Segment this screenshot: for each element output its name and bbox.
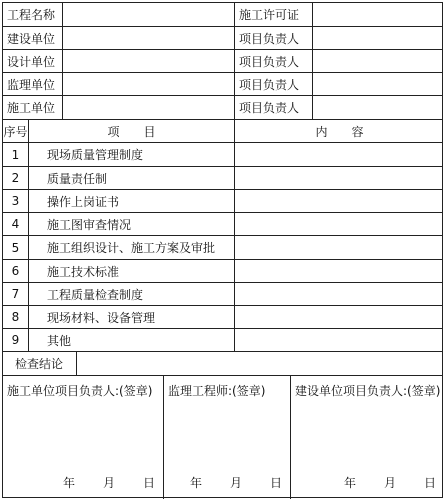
signature-label: 施工单位项目负责人:(签章)	[7, 384, 153, 398]
signature-date	[344, 474, 436, 491]
row-item: 现场质量管理制度	[29, 143, 235, 166]
row-content-field[interactable]	[235, 213, 444, 235]
row-item: 其他	[29, 329, 235, 351]
row-content-field[interactable]	[235, 283, 444, 305]
header-label: 项目负责人	[235, 73, 313, 95]
row-number: 1	[3, 143, 29, 166]
row-number: 4	[3, 213, 29, 235]
date-month: 月	[229, 476, 242, 490]
table-row	[3, 143, 442, 167]
conclusion-row	[3, 352, 442, 376]
supervision-unit-field[interactable]	[63, 73, 235, 95]
design-manager-field[interactable]	[313, 50, 444, 72]
header-row-project	[3, 3, 442, 27]
project-name-field[interactable]	[63, 3, 235, 26]
row-number: 8	[3, 306, 29, 328]
table-row	[3, 306, 442, 329]
header-label: 工程名称	[3, 3, 63, 26]
header-label: 施工许可证	[235, 3, 313, 26]
row-item: 施工组织设计、施工方案及审批	[29, 236, 235, 259]
design-unit-field[interactable]	[63, 50, 235, 72]
table-row	[3, 329, 442, 352]
column-header-content: 内 容	[315, 124, 364, 139]
signature-date	[190, 474, 282, 491]
signature-block-contractor[interactable]	[3, 376, 164, 499]
contractor-manager-field[interactable]	[313, 96, 444, 119]
row-item: 操作上岗证书	[29, 190, 235, 212]
conclusion-label: 检查结论	[3, 352, 77, 375]
signature-label: 建设单位项目负责人:(签章)	[295, 384, 441, 398]
permit-field[interactable]	[313, 3, 444, 26]
row-number: 2	[3, 167, 29, 189]
date-day: 日	[142, 476, 155, 490]
supervision-manager-field[interactable]	[313, 73, 444, 95]
table-row	[3, 236, 442, 260]
signature-label: 监理工程师:(签章)	[168, 384, 266, 398]
row-content-field[interactable]	[235, 329, 444, 351]
signature-date	[63, 474, 155, 491]
row-number: 6	[3, 260, 29, 282]
row-item: 质量责任制	[29, 167, 235, 189]
header-row-contractor-unit	[3, 96, 442, 120]
table-row	[3, 260, 442, 283]
header-label: 监理单位	[3, 73, 63, 95]
date-year: 年	[189, 476, 202, 490]
header-label: 施工单位	[3, 96, 63, 119]
row-content-field[interactable]	[235, 167, 444, 189]
table-header-row	[3, 120, 442, 143]
row-number: 5	[3, 236, 29, 259]
row-item: 现场材料、设备管理	[29, 306, 235, 328]
inspection-form	[2, 2, 443, 498]
conclusion-field[interactable]	[77, 352, 444, 375]
date-year: 年	[62, 476, 75, 490]
column-header-item: 项 目	[29, 120, 235, 142]
date-month: 月	[383, 476, 396, 490]
row-content-field[interactable]	[235, 306, 444, 328]
row-number: 9	[3, 329, 29, 351]
table-row	[3, 167, 442, 190]
signature-block-supervisor[interactable]	[164, 376, 291, 499]
header-row-construction-unit	[3, 27, 442, 50]
row-content-field[interactable]	[235, 236, 444, 259]
header-row-supervision-unit	[3, 73, 442, 96]
signature-row	[3, 376, 442, 499]
row-content-field[interactable]	[235, 143, 444, 166]
header-row-design-unit	[3, 50, 442, 73]
row-number: 3	[3, 190, 29, 212]
header-label: 项目负责人	[235, 27, 313, 49]
contractor-unit-field[interactable]	[63, 96, 235, 119]
construction-unit-field[interactable]	[63, 27, 235, 49]
date-day: 日	[269, 476, 282, 490]
table-row	[3, 213, 442, 236]
header-label: 项目负责人	[235, 96, 313, 119]
construction-manager-field[interactable]	[313, 27, 444, 49]
row-item: 工程质量检查制度	[29, 283, 235, 305]
row-item: 施工图审查情况	[29, 213, 235, 235]
date-day: 日	[423, 476, 436, 490]
table-row	[3, 190, 442, 213]
header-label: 设计单位	[3, 50, 63, 72]
header-label: 项目负责人	[235, 50, 313, 72]
column-header-no: 序号	[3, 120, 29, 142]
date-month: 月	[102, 476, 115, 490]
row-content-field[interactable]	[235, 260, 444, 282]
table-row	[3, 283, 442, 306]
header-label: 建设单位	[3, 27, 63, 49]
date-year: 年	[343, 476, 356, 490]
row-content-field[interactable]	[235, 190, 444, 212]
signature-block-owner[interactable]	[291, 376, 444, 499]
row-item: 施工技术标准	[29, 260, 235, 282]
row-number: 7	[3, 283, 29, 305]
